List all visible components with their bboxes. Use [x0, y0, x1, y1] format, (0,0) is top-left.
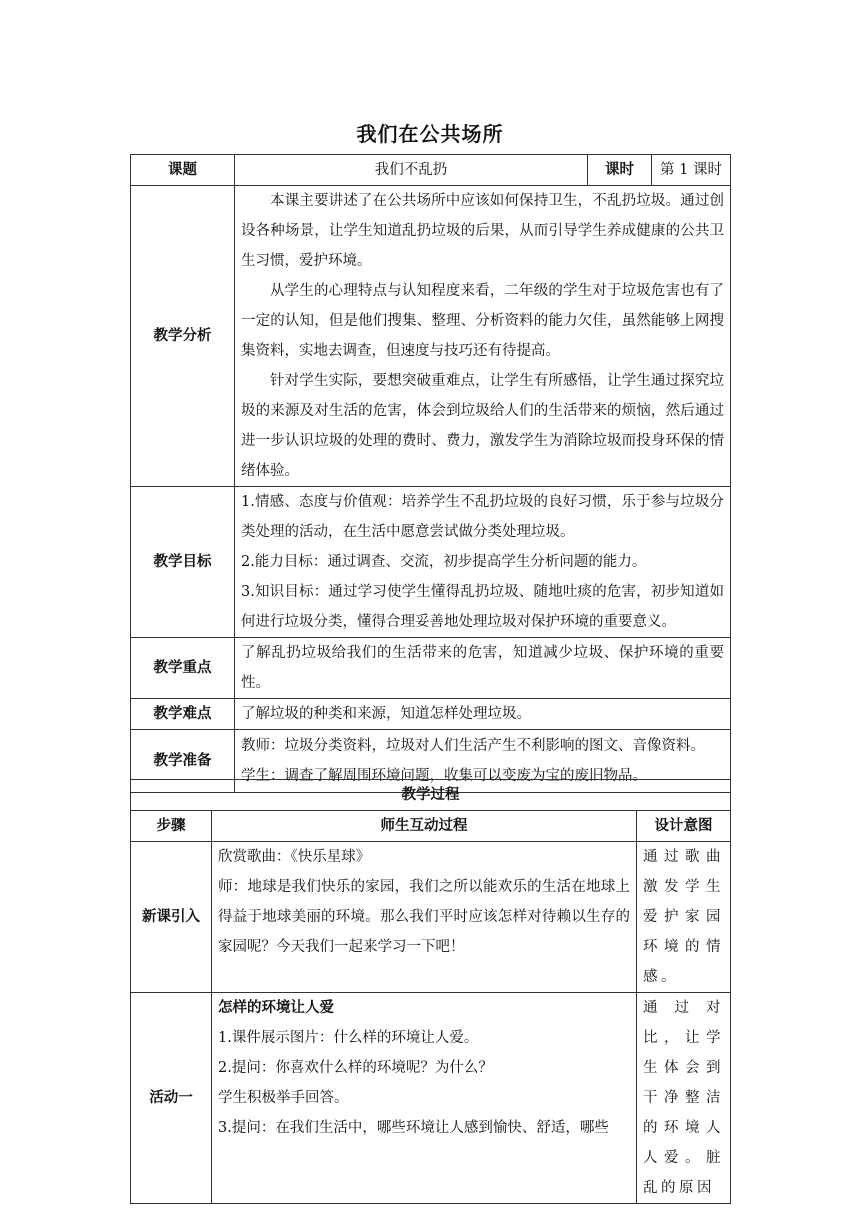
- goal-item: 2.能力目标：通过调查、交流，初步提高学生分析问题的能力。: [241, 554, 647, 570]
- process-table: [130, 779, 731, 1204]
- analysis-content: [235, 186, 731, 487]
- difficulty-text: 了解垃圾的种类和来源，知道怎样处理垃圾。: [235, 699, 731, 730]
- intro-interaction: [212, 842, 637, 993]
- column-header-intent: 设计意图: [637, 811, 731, 842]
- topic-label: 课题: [131, 155, 235, 186]
- period-value: 第 1 课时: [652, 155, 731, 186]
- preparation-line: 教师：垃圾分类资料，垃圾对人们生活产生不利影响的图文、音像资料。: [241, 738, 705, 754]
- key-point-text: 了解乱扔垃圾给我们的生活带来的危害，知道减少垃圾、保护环境的重要性。: [235, 638, 731, 699]
- interaction-line: 2.提问：你喜欢什么样的环境呢？为什么？: [218, 1060, 493, 1076]
- goals-label: 教学目标: [131, 487, 235, 638]
- period-label: 课时: [588, 155, 652, 186]
- analysis-paragraph: 本课主要讲述了在公共场所中应该如何保持卫生，不乱扔垃圾。通过创设各种场景，让学生知道乱扔垃圾的后果，从而引导学生养成健康的公共卫生习惯，爱护环境。: [241, 193, 724, 269]
- key-point-label: 教学重点: [131, 638, 235, 699]
- preparation-line: 学生：调查了解周围环境问题，收集可以变废为宝的废旧物品。: [241, 768, 647, 784]
- difficulty-label: 教学难点: [131, 699, 235, 730]
- page-title: 我们在公共场所: [356, 122, 504, 146]
- analysis-paragraph: 从学生的心理特点与认知程度来看，二年级的学生对于垃圾危害也有了一定的认知，但是他们搜集、整理、分析资料的能力欠佳，虽然能够上网搜集资料，实地去调查，但速度与技巧还有待提高。: [241, 283, 724, 359]
- preparation-label: 教学准备: [131, 730, 235, 793]
- lesson-info-table: [130, 154, 731, 793]
- interaction-line: 1.课件展示图片：什么样的环境让人爱。: [218, 1030, 479, 1046]
- goal-item: 3.知识目标：通过学习使学生懂得乱扔垃圾、随地吐痰的危害，初步知道如何进行垃圾分类，懂得合理妥善地处理垃圾对保护环境的重要意义。: [241, 584, 724, 630]
- interaction-line: 学生积极举手回答。: [218, 1090, 349, 1106]
- process-title: 教学过程: [131, 780, 731, 811]
- topic-value: 我们不乱扔: [235, 155, 588, 186]
- goals-content: [235, 487, 731, 638]
- activity-heading: 怎样的环境让人爱: [218, 999, 334, 1016]
- table-row: [131, 993, 731, 1204]
- activity-one-interaction: [212, 993, 637, 1204]
- goal-item: 1.情感、态度与价值观：培养学生不乱扔垃圾的良好习惯，乐于参与垃圾分类处理的活动，在生活中愿意尝试做分类处理垃圾。: [241, 494, 724, 540]
- column-header-step: 步骤: [131, 811, 212, 842]
- step-activity-one: 活动一: [131, 993, 212, 1204]
- analysis-paragraph: 针对学生实际，要想突破重难点，让学生有所感悟，让学生通过探究垃圾的来源及对生活的危害，体会到垃圾给人们的生活带来的烦恼，然后通过进一步认识垃圾的处理的费时、费力，激发学生为消除垃圾而投身环保的情绪体验。: [241, 373, 724, 479]
- table-row: [131, 842, 731, 993]
- column-header-interaction: 师生互动过程: [212, 811, 637, 842]
- interaction-line: 师：地球是我们快乐的家园，我们之所以能欢乐的生活在地球上得益于地球美丽的环境。那么我们平时应该怎样对待赖以生存的家园呢？今天我们一起来学习一下吧！: [218, 879, 630, 955]
- activity-one-intent: 通过对比，让学生体会到干净整洁的环境人人爱。脏乱的原因: [637, 993, 731, 1204]
- intro-intent: 通过歌曲激发学生爱护家园环境的情感。: [637, 842, 731, 993]
- interaction-line: 3.提问：在我们生活中，哪些环境让人感到愉快、舒适，哪些: [218, 1120, 609, 1136]
- step-intro: 新课引入: [131, 842, 212, 993]
- analysis-label: 教学分析: [131, 186, 235, 487]
- interaction-line: 欣赏歌曲：《快乐星球》: [218, 849, 371, 865]
